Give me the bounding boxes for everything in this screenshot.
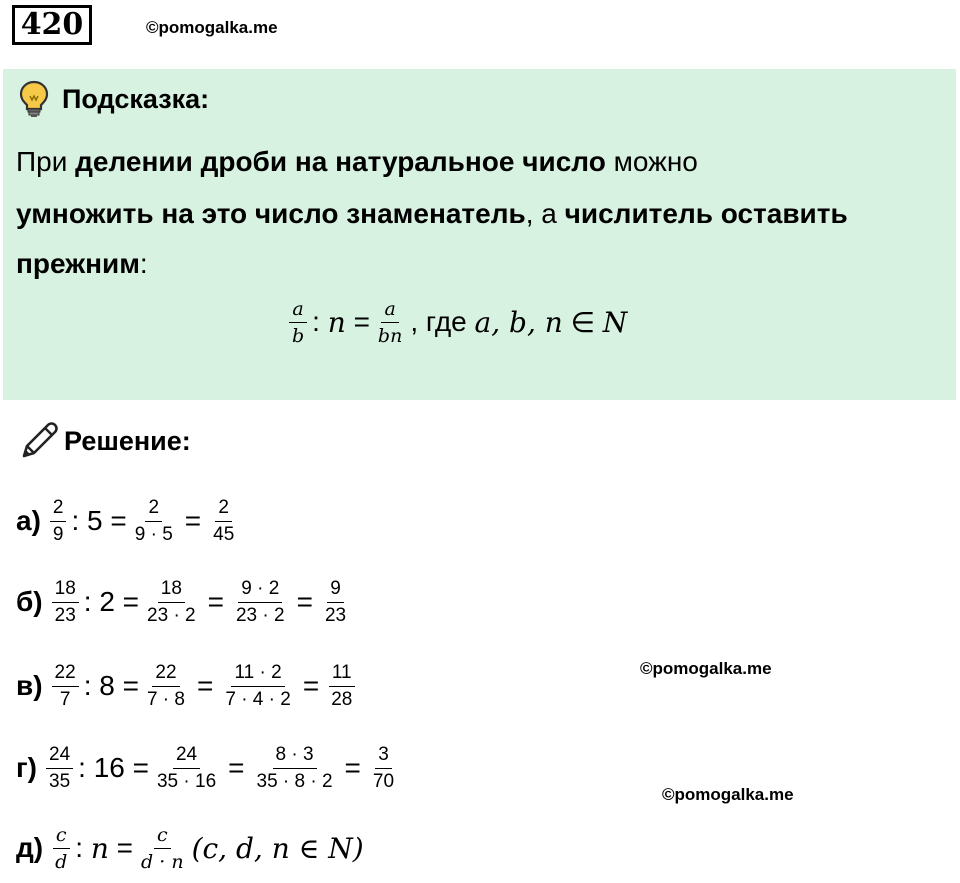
hint-text: можно xyxy=(605,146,698,177)
item-label: б) xyxy=(16,586,43,617)
item-label: г) xyxy=(16,752,37,783)
item-label: а) xyxy=(16,505,41,536)
denominator: 45 xyxy=(213,523,235,545)
denominator: 7 · 4 · 2 xyxy=(225,688,291,710)
fraction xyxy=(328,662,355,711)
denominator: 7 xyxy=(59,688,71,710)
hint-text: : xyxy=(139,248,148,279)
division: : 16 = xyxy=(78,752,149,783)
task-number: 420 xyxy=(12,5,92,45)
denominator: d xyxy=(55,850,68,873)
equals: = xyxy=(116,832,134,863)
watermark-middle: ©pomogalka.me xyxy=(640,659,772,678)
pencil-icon xyxy=(18,420,60,462)
numerator: 18 xyxy=(52,578,79,603)
solution-row-b xyxy=(16,572,354,632)
hint-text: , а xyxy=(525,198,565,229)
denominator: d · n xyxy=(141,850,184,873)
numerator: c xyxy=(53,824,70,849)
numerator: 9 · 2 xyxy=(238,578,282,603)
denominator: 28 xyxy=(331,688,353,710)
item-label: д) xyxy=(16,832,44,863)
denominator: 35 · 16 xyxy=(156,770,217,792)
numerator: 11 · 2 xyxy=(231,662,284,687)
fraction xyxy=(144,578,199,627)
denominator: 35 xyxy=(49,770,71,792)
watermark-top: ©pomogalka.me xyxy=(146,18,278,37)
numerator: 3 xyxy=(375,744,392,769)
numerator: 24 xyxy=(46,744,73,769)
hint-line-2 xyxy=(16,198,848,230)
fraction xyxy=(322,578,349,627)
numerator: 2 xyxy=(145,497,162,522)
numerator: 22 xyxy=(52,662,79,687)
equals: = xyxy=(207,586,224,617)
fraction xyxy=(370,744,397,793)
denominator: bn xyxy=(377,324,403,347)
hint-text: При xyxy=(16,146,76,177)
denominator: 23 xyxy=(54,604,76,626)
colon: : xyxy=(75,832,84,863)
denominator: 23 xyxy=(324,604,347,626)
vars: a, b, n xyxy=(474,305,563,339)
equals: = xyxy=(184,505,202,536)
solution-row-g xyxy=(16,738,402,798)
fraction xyxy=(52,662,79,711)
condition: (c, d, n ∈ N) xyxy=(191,831,364,865)
fraction xyxy=(375,298,405,347)
fraction xyxy=(154,744,219,793)
lightbulb-icon xyxy=(18,80,50,118)
numerator: 18 xyxy=(158,578,185,603)
colon: : xyxy=(312,306,320,337)
hint-bold: прежним xyxy=(16,248,140,279)
numerator: a xyxy=(289,298,306,323)
numerator: 9 xyxy=(327,578,344,603)
denominator: 23 · 2 xyxy=(147,604,196,626)
hint-line-3 xyxy=(16,248,148,280)
solution-row-a xyxy=(16,491,242,551)
equals: = xyxy=(228,752,245,783)
equals: = xyxy=(302,670,320,701)
hint-bold: числитель оставить xyxy=(564,198,848,229)
var-n: n xyxy=(327,305,346,339)
numerator: 2 xyxy=(50,497,67,522)
denominator: b xyxy=(292,324,305,347)
watermark-bottom: ©pomogalka.me xyxy=(662,785,794,804)
naturals-set: N xyxy=(602,305,628,339)
equals: = xyxy=(196,670,214,701)
fraction xyxy=(233,578,288,627)
hint-formula xyxy=(284,292,627,352)
fraction xyxy=(52,578,79,627)
denominator: 23 · 2 xyxy=(235,604,285,626)
numerator: c xyxy=(154,824,171,849)
denominator: 9 · 5 xyxy=(134,523,173,545)
where-text: , где xyxy=(410,306,467,337)
division: : 5 = xyxy=(71,505,127,536)
element-of: ∈ xyxy=(570,306,595,338)
hint-title: Подсказка: xyxy=(62,84,210,114)
division: : 8 = xyxy=(83,670,139,701)
fraction xyxy=(144,662,188,711)
fraction xyxy=(254,744,336,793)
denominator: 9 xyxy=(52,523,64,545)
fraction xyxy=(138,824,187,873)
hint-bold: умножить на это число знаменатель xyxy=(16,198,526,229)
division: : 2 = xyxy=(83,586,140,617)
solution-title: Решение: xyxy=(64,426,191,456)
item-label: в) xyxy=(16,670,43,701)
numerator: 11 xyxy=(329,662,355,687)
fraction xyxy=(50,497,67,546)
var-n: n xyxy=(90,831,109,865)
fraction xyxy=(210,497,237,546)
fraction xyxy=(132,497,176,546)
denominator: 7 · 8 xyxy=(146,688,185,710)
equals: = xyxy=(353,306,370,337)
solution-row-v xyxy=(16,656,360,716)
numerator: 2 xyxy=(215,497,232,522)
equals: = xyxy=(344,752,361,783)
fraction xyxy=(46,744,73,793)
numerator: 24 xyxy=(173,744,200,769)
hint-line-1 xyxy=(16,146,698,178)
fraction xyxy=(52,824,70,873)
solution-row-d xyxy=(16,818,364,878)
fraction xyxy=(289,298,307,347)
denominator: 70 xyxy=(372,770,395,792)
hint-bold: делении дроби на натуральное число xyxy=(75,146,606,177)
numerator: 22 xyxy=(152,662,179,687)
numerator: a xyxy=(381,298,398,323)
equals: = xyxy=(296,586,313,617)
fraction xyxy=(222,662,293,711)
numerator: 8 · 3 xyxy=(273,744,317,769)
denominator: 35 · 8 · 2 xyxy=(256,770,333,792)
